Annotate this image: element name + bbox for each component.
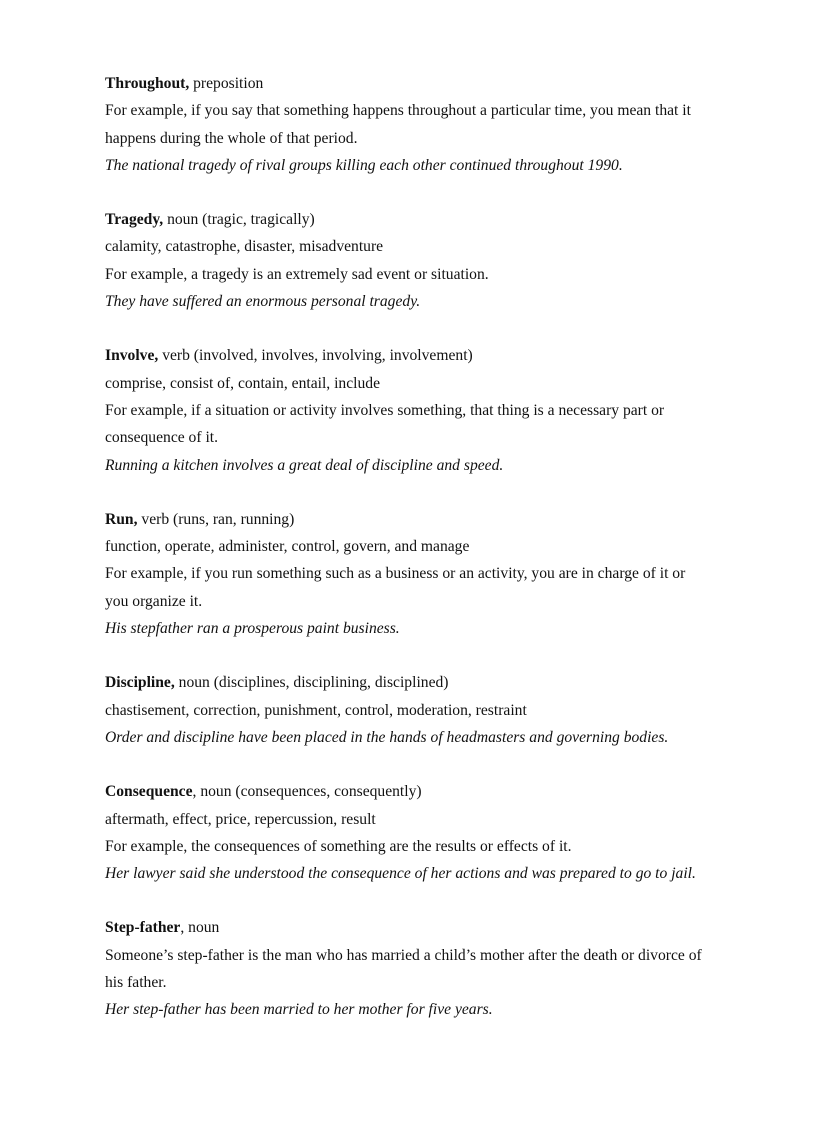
entry-synonyms: function, operate, administer, control, govern, and manage: [105, 538, 470, 556]
entry-term: Discipline,: [105, 674, 175, 692]
entry-synonyms: comprise, consist of, contain, entail, include: [105, 374, 380, 392]
entry-term: Throughout,: [105, 75, 190, 92]
entry-heading: [105, 70, 705, 97]
entry-heading: [105, 506, 705, 533]
entry-example: His stepfather ran a prosperous paint business.: [105, 620, 400, 638]
entry-involve: [105, 342, 705, 478]
entry-part-of-speech: noun (disciplines, disciplining, disciplined): [174, 674, 449, 692]
entry-term: Run,: [105, 510, 138, 528]
entry-tragedy: [105, 206, 705, 315]
entry-example: Order and discipline have been placed in the hands of headmasters and governing bodies.: [105, 728, 669, 746]
entry-definition: Someone’s step-father is the man who has married a child’s mother after the death or divorce of his father.: [105, 946, 702, 992]
entry-definition: For example, if a situation or activity involves something, that thing is a necessary part or consequence of it.: [105, 401, 665, 447]
entry-heading: [105, 342, 705, 369]
entry-throughout: [105, 70, 705, 179]
entry-heading: [105, 206, 705, 233]
entry-synonyms: aftermath, effect, price, repercussion, result: [105, 810, 376, 828]
entry-synonyms: calamity, catastrophe, disaster, misadventure: [105, 238, 384, 256]
entry-discipline: [105, 669, 705, 751]
entry-example: Her step-father has been married to her mother for five years.: [105, 1001, 493, 1019]
entry-example: Running a kitchen involves a great deal of discipline and speed.: [105, 456, 504, 474]
entry-term: Consequence: [105, 783, 193, 801]
entry-heading: [105, 914, 705, 941]
entry-synonyms: chastisement, correction, punishment, control, moderation, restraint: [105, 701, 527, 719]
entry-part-of-speech: verb (involved, involves, involving, involvement): [158, 347, 473, 365]
entry-run: [105, 506, 705, 642]
entry-definition: For example, the consequences of something are the results or effects of it.: [105, 837, 572, 855]
entry-example: They have suffered an enormous personal tragedy.: [105, 293, 421, 311]
entry-term: Involve,: [105, 347, 159, 365]
entry-heading: [105, 778, 705, 805]
entry-term: Tragedy,: [105, 211, 164, 229]
document-page: [105, 70, 705, 1051]
entry-part-of-speech: , noun: [180, 919, 220, 937]
entry-heading: [105, 669, 705, 696]
entry-part-of-speech: , noun (consequences, consequently): [192, 783, 422, 801]
entry-step-father: [105, 914, 705, 1023]
entry-example: Her lawyer said she understood the consequence of her actions and was prepared to go to jail.: [105, 865, 696, 883]
entry-consequence: [105, 778, 705, 887]
entry-part-of-speech: preposition: [189, 75, 264, 92]
entry-definition: For example, if you say that something happens throughout a particular time, you mean that it happens during the whole of that period.: [105, 102, 691, 147]
entry-definition: For example, a tragedy is an extremely sad event or situation.: [105, 265, 489, 283]
entry-part-of-speech: verb (runs, ran, running): [137, 510, 295, 528]
entry-part-of-speech: noun (tragic, tragically): [163, 211, 315, 229]
entry-term: Step-father: [105, 919, 181, 937]
entry-example: The national tragedy of rival groups killing each other continued throughout 1990.: [105, 156, 623, 174]
entry-definition: For example, if you run something such as a business or an activity, you are in charge of it or you organize it.: [105, 565, 686, 610]
